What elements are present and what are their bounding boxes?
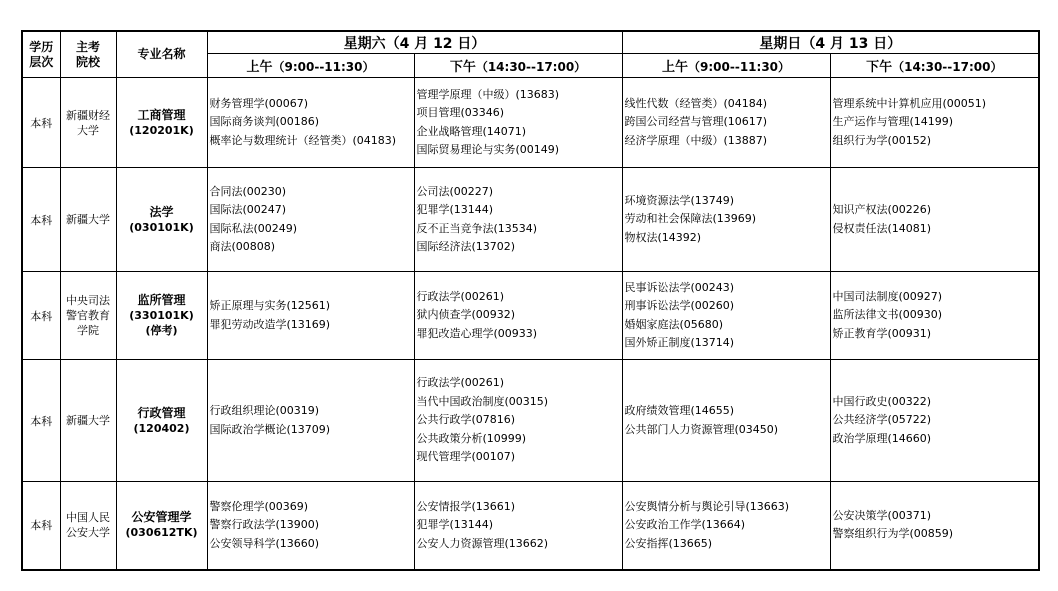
subject-item: 企业战略管理(14071) (416, 124, 527, 138)
school-line: 新疆大学 (66, 414, 110, 427)
subjects-sat-pm (414, 272, 622, 360)
school-line: 大学 (77, 123, 99, 137)
subject-item: 公安决策学(00371) (832, 508, 932, 522)
subjects-sat-am (207, 78, 414, 168)
subject-item: 罪犯改造心理学(00933) (416, 326, 538, 340)
school-line: 中国人民 (66, 511, 110, 525)
subject-item: 监所法律文书(00930) (832, 308, 943, 322)
subjects-sun-pm (830, 482, 1039, 570)
subjects-sat-pm (414, 482, 622, 570)
subject-item: 财务管理学(00067) (209, 96, 309, 110)
major-code: (030101K) (129, 220, 194, 234)
header-level: 学历 层次 (22, 31, 60, 78)
subjects-sun-pm (830, 168, 1039, 272)
school-cell (60, 360, 116, 482)
major-name: 公安管理学 (131, 510, 192, 525)
major-code: (030612TK) (125, 526, 198, 540)
subjects-sun-am (622, 78, 830, 168)
subject-item: 公安指挥(13665) (624, 536, 713, 550)
level-cell: 本科 (22, 78, 60, 168)
major-code: (120201K) (129, 123, 194, 137)
major-cell (116, 78, 207, 168)
subject-item: 管理系统中计算机应用(00051) (832, 96, 987, 110)
subject-item: 狱内侦查学(00932) (416, 308, 516, 322)
header-major: 专业名称 (116, 31, 207, 78)
subject-item: 中国司法制度(00927) (832, 289, 943, 303)
subject-item: 跨国公司经营与管理(10617) (624, 115, 768, 129)
subjects-sun-am (622, 272, 830, 360)
subject-item: 刑事诉讼法学(00260) (624, 299, 735, 312)
subject-item: 公共行政学(07816) (416, 413, 516, 427)
subject-item: 国际贸易理论与实务(00149) (416, 143, 560, 156)
subject-item: 公安领导科学(13660) (209, 536, 320, 550)
level-cell: 本科 (22, 360, 60, 482)
subject-item: 劳动和社会保障法(13969) (624, 212, 757, 226)
subject-item: 生产运作与管理(14199) (832, 115, 954, 129)
subject-item: 合同法(00230) (209, 184, 287, 198)
subject-item: 犯罪学(13144) (416, 518, 494, 531)
subject-item: 民事诉讼法学(00243) (624, 280, 735, 294)
header-school: 主考 院校 (60, 31, 116, 78)
school-line: 新疆财经 (66, 108, 110, 122)
subject-item: 公安人力资源管理(13662) (416, 536, 549, 550)
major-name: 法学 (149, 204, 174, 219)
school-line: 中央司法 (66, 294, 110, 307)
subject-item: 行政法学(00261) (416, 376, 505, 390)
level-cell: 本科 (22, 482, 60, 570)
subject-item: 矫正教育学(00931) (832, 326, 932, 340)
major-code: (330101K) (129, 309, 194, 322)
header-sat-am: 上午（9:00--11:30） (207, 54, 414, 78)
subjects-sat-am (207, 168, 414, 272)
table-row (22, 272, 1039, 360)
school-cell (60, 78, 116, 168)
major-code: (停考) (145, 324, 178, 337)
subject-item: 公安情报学(13661) (416, 499, 516, 513)
exam-schedule-table (21, 30, 1040, 571)
subject-item: 矫正原理与实务(12561) (209, 299, 331, 312)
subject-item: 国际私法(00249) (209, 221, 298, 235)
subject-item: 现代管理学(00107) (416, 450, 516, 464)
school-cell (60, 482, 116, 570)
school-line: 新疆大学 (66, 213, 110, 226)
subject-item: 线性代数（经管类）(04184) (624, 96, 768, 110)
subject-item: 经济学原理（中级）(13887) (624, 133, 768, 147)
header-sun-pm: 下午（14:30--17:00） (830, 54, 1039, 78)
subjects-sun-am (622, 482, 830, 570)
subjects-sun-am (622, 360, 830, 482)
subjects-sun-pm (830, 78, 1039, 168)
subject-item: 行政法学(00261) (416, 289, 505, 303)
subject-item: 警察伦理学(00369) (209, 499, 309, 513)
subject-item: 国外矫正制度(13714) (624, 336, 735, 349)
subject-item: 国际法(00247) (209, 203, 287, 216)
subject-item: 环境资源法学(13749) (624, 193, 735, 207)
subjects-sat-am (207, 482, 414, 570)
subject-item: 当代中国政治制度(00315) (416, 394, 549, 408)
subjects-sun-am (622, 168, 830, 272)
subject-item: 罪犯劳动改造学(13169) (209, 317, 331, 331)
subject-item: 公安政治工作学(13664) (624, 518, 746, 531)
subject-item: 中国行政史(00322) (832, 394, 932, 408)
table-row (22, 482, 1039, 570)
subject-item: 侵权责任法(14081) (832, 221, 932, 235)
subject-item: 国际经济法(13702) (416, 240, 516, 253)
subject-item: 概率论与数理统计（经管类）(04183) (209, 133, 397, 147)
subjects-sun-pm (830, 360, 1039, 482)
subject-item: 知识产权法(00226) (832, 203, 932, 216)
major-code: (120402) (133, 421, 190, 435)
table-row (22, 360, 1039, 482)
major-name: 监所管理 (137, 293, 186, 307)
subjects-sat-pm (414, 168, 622, 272)
level-cell: 本科 (22, 272, 60, 360)
table-row (22, 168, 1039, 272)
school-cell (60, 168, 116, 272)
subjects-sat-pm (414, 78, 622, 168)
major-cell (116, 360, 207, 482)
subject-item: 物权法(14392) (624, 230, 702, 244)
subject-item: 公共政策分析(10999) (416, 431, 527, 445)
subject-item: 政治学原理(14660) (832, 431, 932, 445)
subject-item: 政府绩效管理(14655) (624, 404, 735, 417)
subject-item: 婚姻家庭法(05680) (624, 317, 724, 331)
subjects-sat-am (207, 360, 414, 482)
header-sun-am: 上午（9:00--11:30） (622, 54, 830, 78)
subject-item: 警察行政法学(13900) (209, 518, 320, 531)
subject-item: 组织行为学(00152) (832, 133, 932, 147)
school-line: 警官教育 (66, 309, 110, 322)
subject-item: 管理学原理（中级）(13683) (416, 87, 560, 101)
major-name: 工商管理 (137, 107, 186, 122)
subjects-sun-pm (830, 272, 1039, 360)
subject-item: 犯罪学(13144) (416, 203, 494, 216)
subject-item: 国际商务谈判(00186) (209, 115, 320, 129)
subject-item: 项目管理(03346) (416, 106, 505, 119)
subject-item: 公安舆情分析与舆论引导(13663) (624, 499, 790, 513)
subject-item: 公共经济学(05722) (832, 413, 932, 427)
subject-item: 国际政治学概论(13709) (209, 422, 331, 436)
header-day-saturday: 星期六（4 月 12 日） (207, 31, 622, 54)
header-sat-pm: 下午（14:30--17:00） (414, 54, 622, 78)
subject-item: 商法(00808) (209, 240, 276, 253)
subject-item: 公共部门人力资源管理(03450) (624, 422, 779, 436)
header-day-sunday: 星期日（4 月 13 日） (622, 31, 1039, 54)
subjects-sat-am (207, 272, 414, 360)
major-cell (116, 482, 207, 570)
level-cell: 本科 (22, 168, 60, 272)
subject-item: 反不正当竞争法(13534) (416, 221, 538, 235)
subject-item: 警察组织行为学(00859) (832, 527, 954, 541)
school-line: 公安大学 (66, 526, 110, 540)
school-line: 学院 (77, 324, 99, 337)
table-row (22, 78, 1039, 168)
major-name: 行政管理 (137, 405, 186, 420)
major-cell (116, 272, 207, 360)
subject-item: 公司法(00227) (416, 184, 494, 198)
major-cell (116, 168, 207, 272)
school-cell (60, 272, 116, 360)
subject-item: 行政组织理论(00319) (209, 404, 320, 417)
subjects-sat-pm (414, 360, 622, 482)
